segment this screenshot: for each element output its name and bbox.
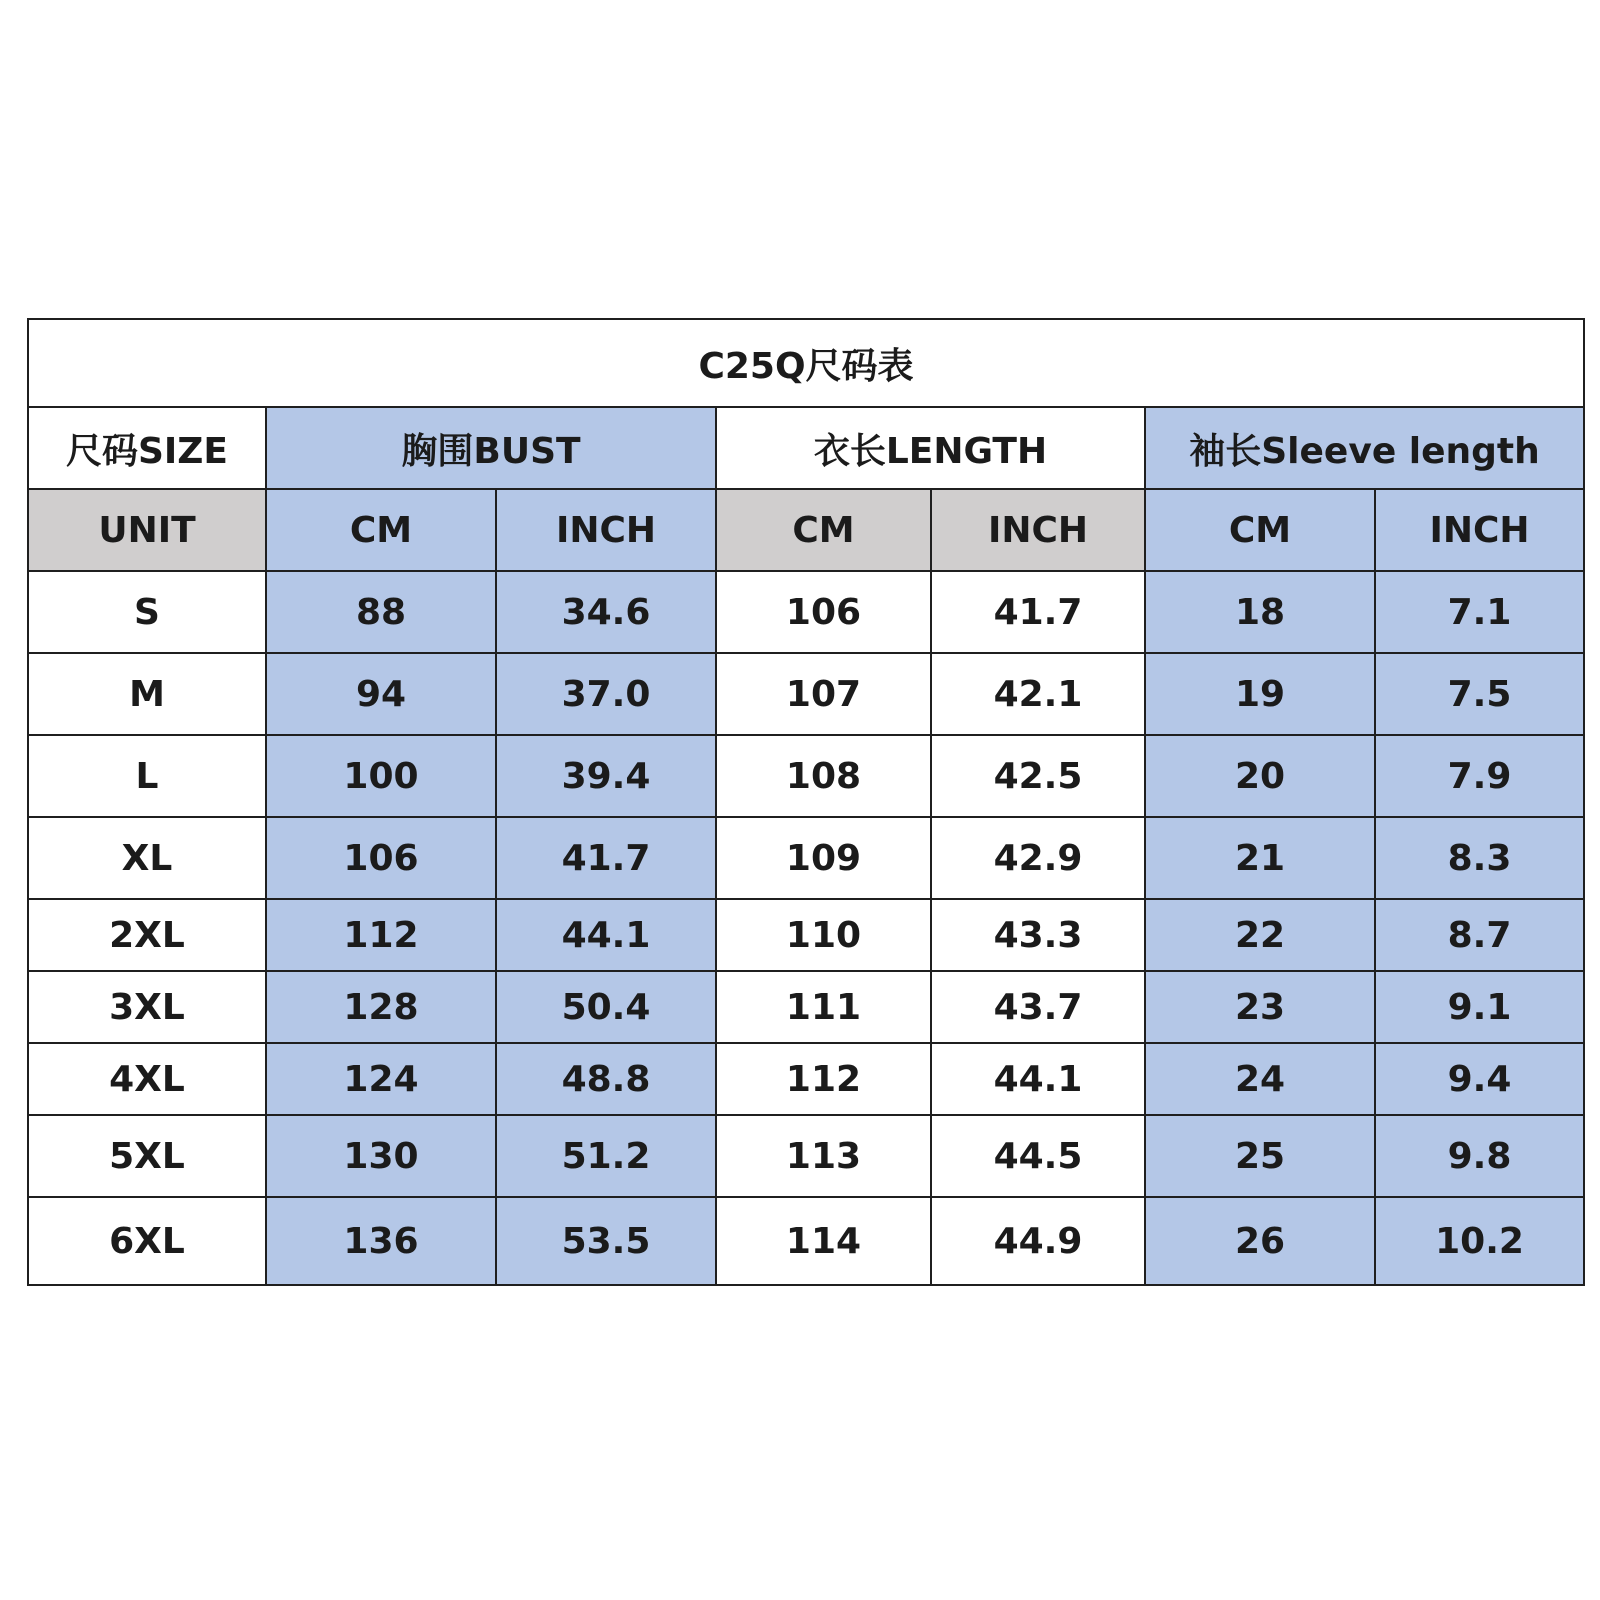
sleeve-cm-cell: 23	[1145, 971, 1375, 1043]
length-inch-cell: 44.5	[931, 1115, 1145, 1197]
length-inch-cell: 42.9	[931, 817, 1145, 899]
table-row	[28, 571, 1584, 653]
length-cm-cell: 112	[716, 1043, 931, 1115]
size-cell: 4XL	[28, 1043, 266, 1115]
size-chart	[27, 318, 1583, 1286]
table-row	[28, 653, 1584, 735]
sleeve-cm-cell: 18	[1145, 571, 1375, 653]
bust-cm-unit: CM	[266, 489, 496, 571]
unit-row	[28, 489, 1584, 571]
bust-cm-cell: 100	[266, 735, 496, 817]
bust-cm-cell: 128	[266, 971, 496, 1043]
sleeve-cm-cell: 20	[1145, 735, 1375, 817]
length-cm-cell: 109	[716, 817, 931, 899]
sleeve-cm-cell: 26	[1145, 1197, 1375, 1285]
sleeve-inch-cell: 9.4	[1375, 1043, 1584, 1115]
sleeve-inch-cell: 7.1	[1375, 571, 1584, 653]
sleeve-cm-unit: CM	[1145, 489, 1375, 571]
bust-inch-cell: 39.4	[496, 735, 716, 817]
bust-cm-cell: 94	[266, 653, 496, 735]
table-row	[28, 971, 1584, 1043]
length-inch-cell: 44.1	[931, 1043, 1145, 1115]
table-row	[28, 1197, 1584, 1285]
sleeve-cm-cell: 21	[1145, 817, 1375, 899]
length-cm-cell: 108	[716, 735, 931, 817]
length-inch-cell: 41.7	[931, 571, 1145, 653]
length-cm-cell: 110	[716, 899, 931, 971]
length-cm-cell: 106	[716, 571, 931, 653]
unit-label: UNIT	[28, 489, 266, 571]
length-inch-cell: 42.1	[931, 653, 1145, 735]
bust-inch-cell: 34.6	[496, 571, 716, 653]
sleeve-inch-cell: 9.1	[1375, 971, 1584, 1043]
size-cell: 6XL	[28, 1197, 266, 1285]
bust-inch-cell: 53.5	[496, 1197, 716, 1285]
bust-inch-cell: 51.2	[496, 1115, 716, 1197]
length-header: 衣长LENGTH	[716, 407, 1145, 489]
sleeve-cm-cell: 22	[1145, 899, 1375, 971]
length-cm-cell: 111	[716, 971, 931, 1043]
bust-cm-cell: 106	[266, 817, 496, 899]
sleeve-inch-cell: 7.5	[1375, 653, 1584, 735]
bust-inch-cell: 41.7	[496, 817, 716, 899]
bust-inch-cell: 48.8	[496, 1043, 716, 1115]
size-cell: S	[28, 571, 266, 653]
bust-header: 胸围BUST	[266, 407, 716, 489]
size-cell: 5XL	[28, 1115, 266, 1197]
sleeve-inch-cell: 10.2	[1375, 1197, 1584, 1285]
size-cell: 2XL	[28, 899, 266, 971]
sleeve-inch-unit: INCH	[1375, 489, 1584, 571]
sleeve-cm-cell: 25	[1145, 1115, 1375, 1197]
table-row	[28, 1115, 1584, 1197]
table-row	[28, 899, 1584, 971]
length-cm-unit: CM	[716, 489, 931, 571]
bust-cm-cell: 130	[266, 1115, 496, 1197]
length-inch-cell: 42.5	[931, 735, 1145, 817]
length-cm-cell: 114	[716, 1197, 931, 1285]
bust-cm-cell: 124	[266, 1043, 496, 1115]
size-cell: L	[28, 735, 266, 817]
table-row	[28, 1043, 1584, 1115]
header-row	[28, 407, 1584, 489]
bust-cm-cell: 88	[266, 571, 496, 653]
bust-inch-cell: 37.0	[496, 653, 716, 735]
bust-cm-cell: 112	[266, 899, 496, 971]
length-cm-cell: 107	[716, 653, 931, 735]
length-inch-cell: 43.3	[931, 899, 1145, 971]
table-row	[28, 735, 1584, 817]
bust-inch-cell: 44.1	[496, 899, 716, 971]
length-inch-cell: 43.7	[931, 971, 1145, 1043]
length-inch-unit: INCH	[931, 489, 1145, 571]
bust-inch-cell: 50.4	[496, 971, 716, 1043]
size-table	[27, 318, 1585, 1286]
sleeve-header: 袖长Sleeve length	[1145, 407, 1584, 489]
sleeve-inch-cell: 8.3	[1375, 817, 1584, 899]
sleeve-inch-cell: 7.9	[1375, 735, 1584, 817]
bust-cm-cell: 136	[266, 1197, 496, 1285]
table-title: C25Q尺码表	[28, 319, 1584, 407]
sleeve-inch-cell: 8.7	[1375, 899, 1584, 971]
size-header: 尺码SIZE	[28, 407, 266, 489]
sleeve-cm-cell: 24	[1145, 1043, 1375, 1115]
size-cell: XL	[28, 817, 266, 899]
bust-inch-unit: INCH	[496, 489, 716, 571]
sleeve-inch-cell: 9.8	[1375, 1115, 1584, 1197]
table-row	[28, 817, 1584, 899]
size-cell: M	[28, 653, 266, 735]
size-cell: 3XL	[28, 971, 266, 1043]
length-cm-cell: 113	[716, 1115, 931, 1197]
length-inch-cell: 44.9	[931, 1197, 1145, 1285]
sleeve-cm-cell: 19	[1145, 653, 1375, 735]
